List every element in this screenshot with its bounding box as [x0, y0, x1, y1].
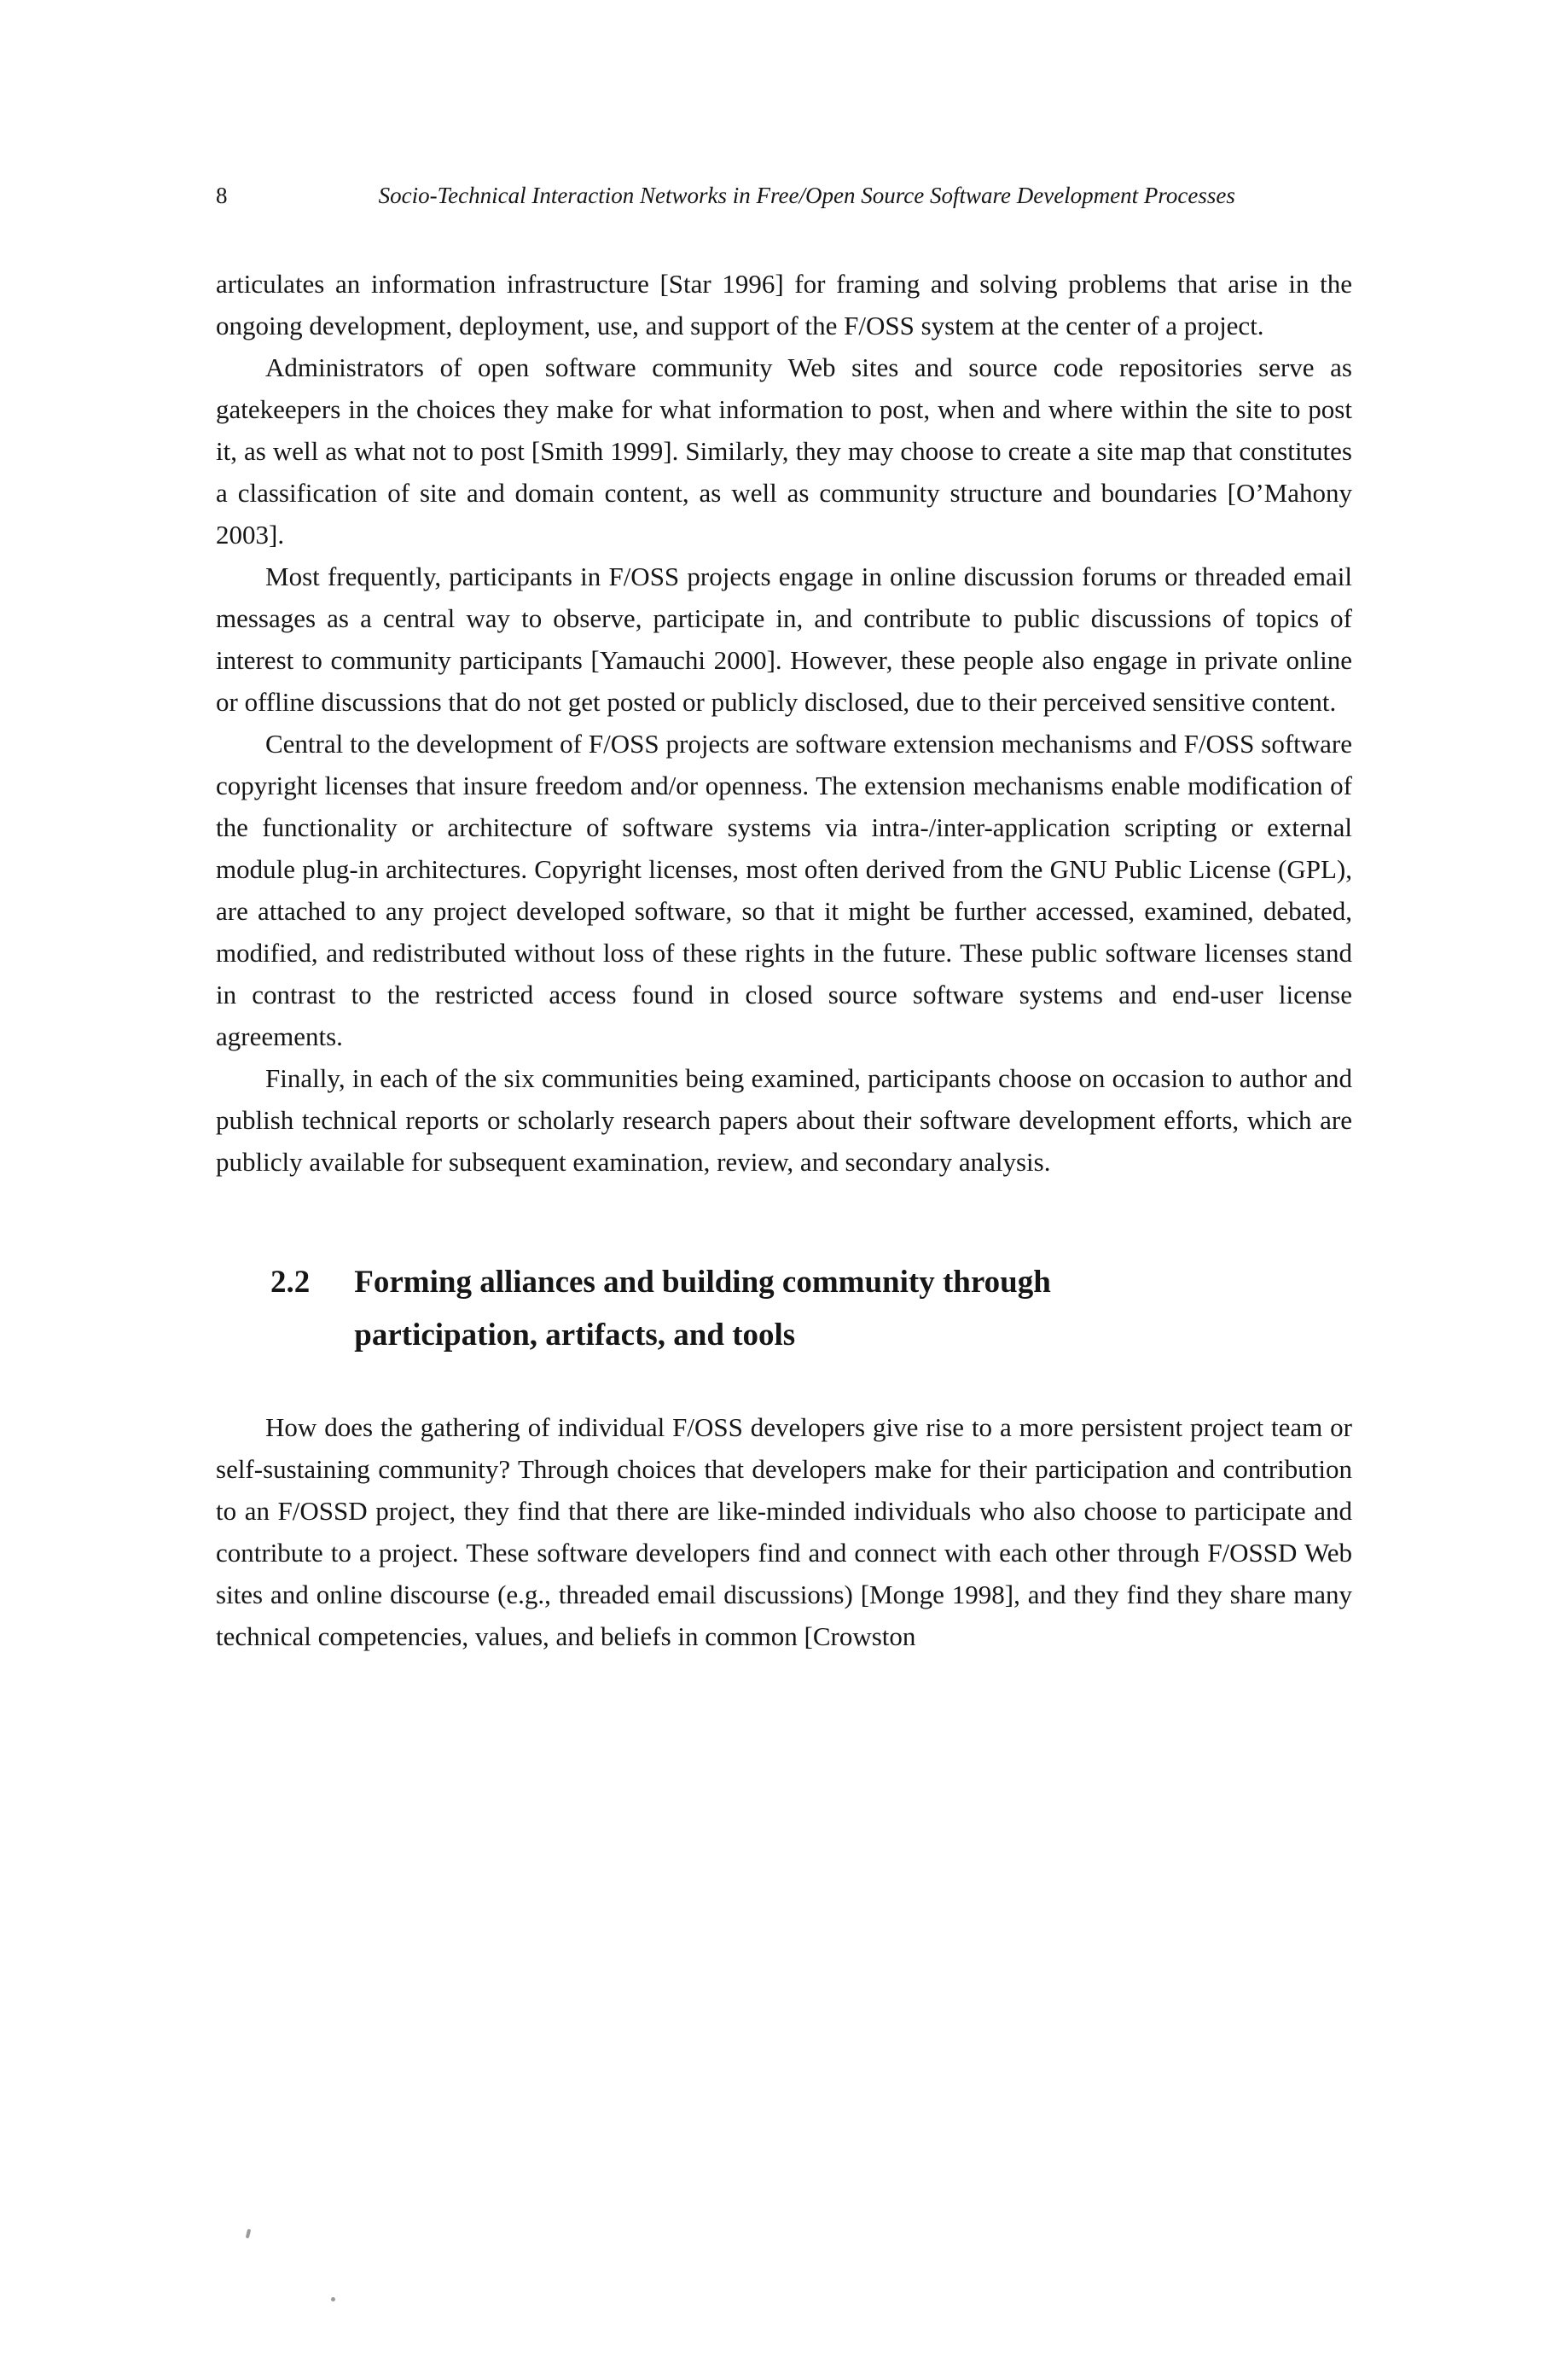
running-title: Socio-Technical Interaction Networks in Free/Open Source Software Development Processes	[378, 183, 1235, 208]
paragraph: Administrators of open software community Web sites and source code repositories serve as gatekeepers in the choices they make for what information to post, when and where within the site to post it, as well as what not to post [Smith 1999]. Similarly, they may choose to create a site map that constitutes a classification of site and domain content, as well as community structure and boundaries [O’Mahony 2003].	[216, 352, 1352, 550]
paragraph: Most frequently, participants in F/OSS projects engage in online discussion forums or threaded email messages as a central way to observe, participate in, and contribute to public discussions of topics of interest to community participants [Yamauchi 2000]. However, these people also engage in private online or offline discussions that do not get posted or publicly disclosed, due to their perceived sensitive content.	[216, 561, 1352, 717]
paragraph: Central to the development of F/OSS projects are software extension mechanisms and F/OSS software copyright licenses that insure freedom and/or openness. The extension mechanisms enable modification of the functionality or architecture of software systems via intra-/inter-application scripting or external module plug-in architectures. Copyright licenses, most often derived from the GNU Public License (GPL), are attached to any project developed software, so that it might be further accessed, examined, debated, modified, and redistributed without loss of these rights in the future. These public software licenses stand in contrast to the restricted access found in closed source software systems and end-user license agreements.	[216, 729, 1352, 1051]
paragraph: How does the gathering of individual F/OSS developers give rise to a more persistent project team or self-sustaining community? Through choices that developers make for their participation and contribution to an F/OSSD project, they find that there are like-minded individuals who also choose to participate and contribute to a project. These software developers find and connect with each other through F/OSSD Web sites and online discourse (e.g., threaded email discussions) [Monge 1998], and they find they share many technical competencies, values, and beliefs in common [Crowston	[216, 1412, 1352, 1651]
scan-artifact	[246, 2229, 252, 2239]
page-body	[216, 263, 1352, 1657]
paragraph-continuation: articulates an information infrastructure [Star 1996] for framing and solving problems that arise in the ongoing development, deployment, use, and support of the F/OSS system at the center of a project.	[216, 269, 1352, 340]
paragraph: Finally, in each of the six communities being examined, participants choose on occasion to author and publish technical reports or scholarly research papers about their software development efforts, which are publicly available for subsequent examination, review, and secondary analysis.	[216, 1063, 1352, 1177]
section-title-line: Forming alliances and building community through	[354, 1265, 1051, 1300]
section-number: 2.2	[270, 1265, 311, 1300]
section-heading	[216, 1256, 1352, 1362]
section-title-line: participation, artifacts, and tools	[354, 1318, 796, 1353]
scan-artifact	[331, 2297, 335, 2301]
page-header	[216, 181, 1352, 210]
section-title	[354, 1256, 1352, 1362]
page-number: 8	[216, 183, 228, 208]
